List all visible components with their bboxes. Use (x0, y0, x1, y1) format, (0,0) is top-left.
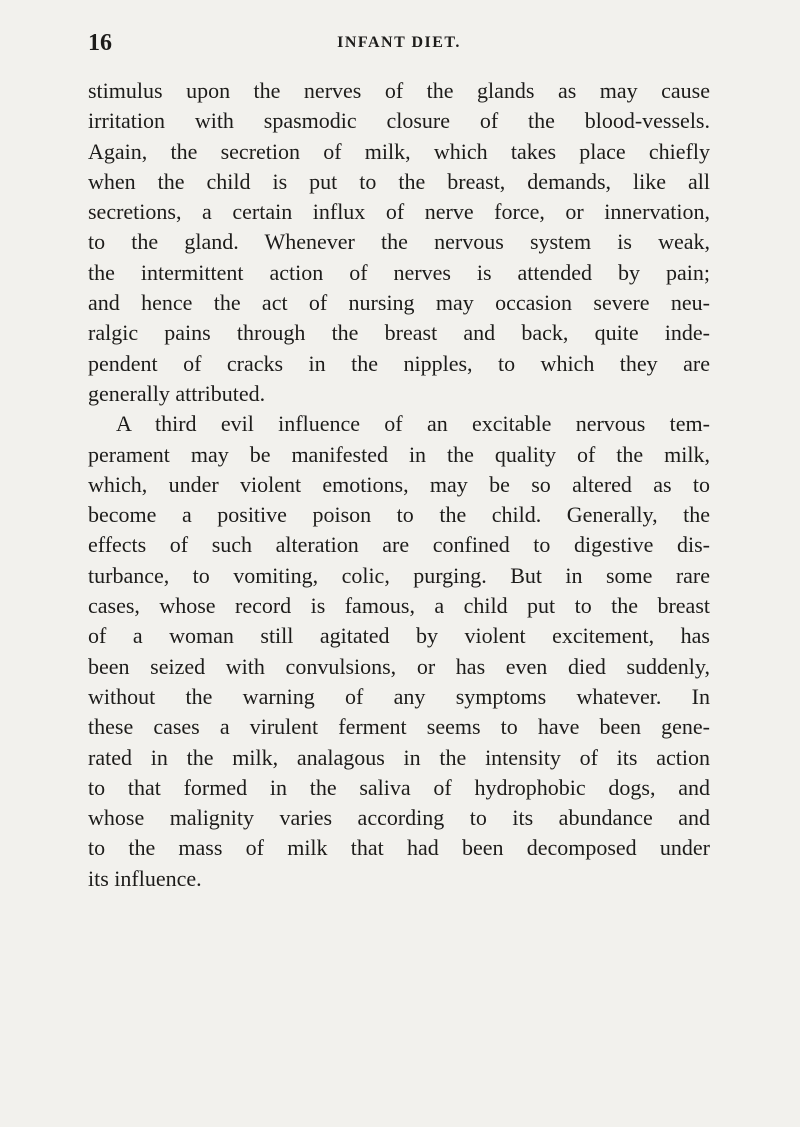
text-line: effects of such alteration are confined to digestive dis- (88, 532, 710, 558)
text-line: rated in the milk, analagous in the intensity of its action (88, 744, 710, 770)
text-line: to the mass of milk that had been decomposed under (88, 835, 710, 861)
body-text (88, 76, 710, 894)
text-line: been seized with convulsions, or has even died suddenly, (88, 653, 710, 679)
paragraph (88, 409, 710, 894)
text-line: cases, whose record is famous, a child put to the breast (88, 593, 710, 619)
text-line: perament may be manifested in the quality of the milk, (88, 441, 710, 467)
text-line: and hence the act of nursing may occasion severe neu- (88, 290, 710, 316)
text-line: of a woman still agitated by violent excitement, has (88, 623, 710, 649)
page-number: 16 (88, 30, 112, 56)
text-line: when the child is put to the breast, demands, like all (88, 168, 710, 194)
text-line: irritation with spasmodic closure of the blood-vessels. (88, 108, 710, 134)
text-line: become a positive poison to the child. Generally, the (88, 502, 710, 528)
text-line: generally attributed. (88, 380, 266, 406)
text-line: turbance, to vomiting, colic, purging. But in some rare (88, 562, 710, 588)
running-head (88, 30, 710, 60)
text-line: to that formed in the saliva of hydrophobic dogs, and (88, 774, 710, 800)
text-line: to the gland. Whenever the nervous system is weak, (88, 229, 710, 255)
text-line: stimulus upon the nerves of the glands as may cause (88, 78, 710, 103)
paragraph (88, 76, 710, 409)
text-line: ralgic pains through the breast and back, quite inde- (88, 320, 710, 346)
text-line: A third evil influence of an excitable nervous tem- (116, 411, 710, 437)
text-line: its influence. (88, 865, 202, 891)
text-line: which, under violent emotions, may be so altered as to (88, 471, 710, 497)
text-line: these cases a virulent ferment seems to have been gene- (88, 714, 710, 740)
text-line: the intermittent action of nerves is attended by pain; (88, 259, 710, 285)
text-line: secretions, a certain influx of nerve force, or innervation, (88, 199, 710, 225)
text-line: Again, the secretion of milk, which takes place chiefly (88, 138, 710, 164)
text-line: whose malignity varies according to its abundance and (88, 805, 710, 831)
running-title: INFANT DIET. (337, 34, 461, 51)
text-line: pendent of cracks in the nipples, to which they are (88, 350, 710, 376)
text-line: without the warning of any symptoms whatever. In (88, 683, 710, 709)
